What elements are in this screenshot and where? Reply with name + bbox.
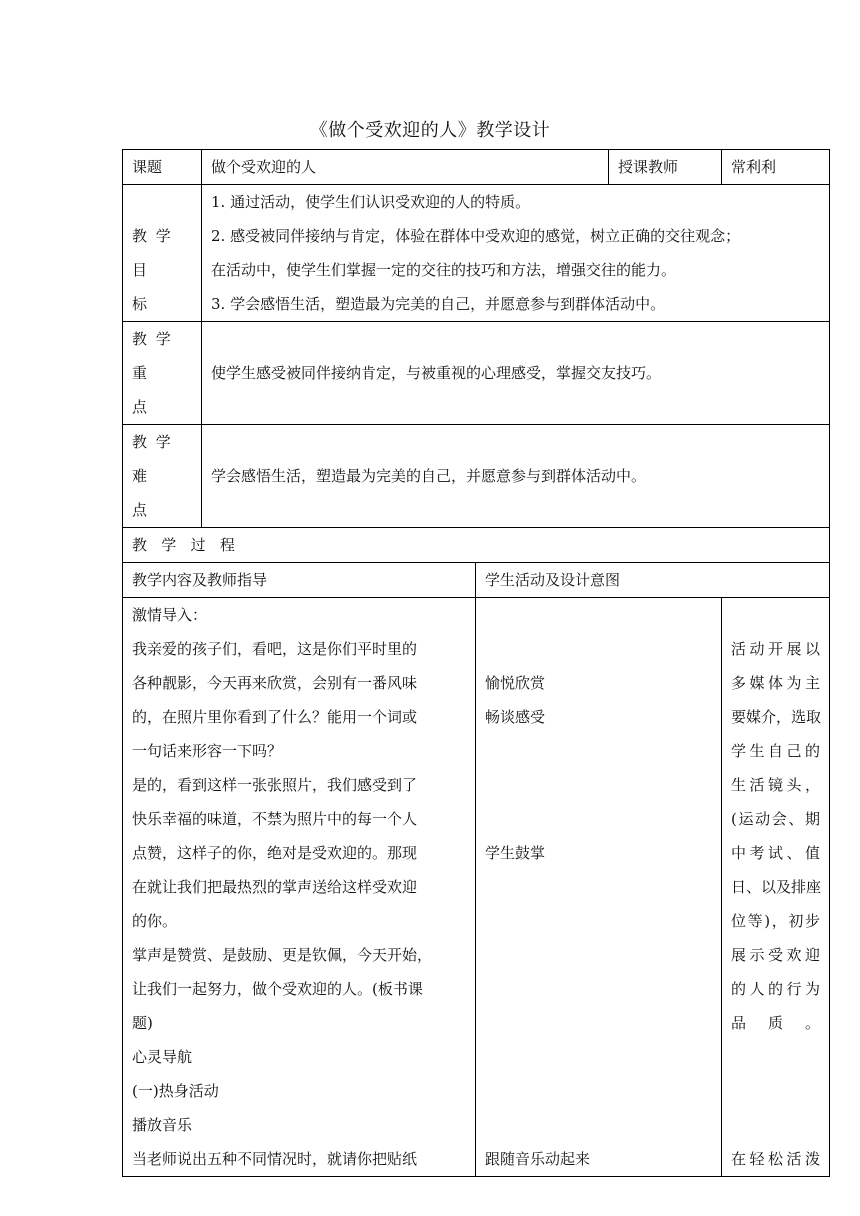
key-point-text: 使学生感受被同伴接纳肯定，与被重视的心理感受，掌握交友技巧。	[202, 322, 830, 425]
design-intent-line: 的人的行为	[731, 980, 821, 998]
student-activity-line	[485, 1006, 712, 1040]
design-intent-line: 学生自己的	[731, 742, 821, 760]
document-title: 《做个受欢迎的人》教学设计	[309, 120, 551, 141]
student-activity-line	[485, 904, 712, 938]
content-line: 各种靓影，今天再来欣赏，会别有一番风味	[132, 674, 418, 692]
objective-item: 3. 学会感悟生活，塑造最为完美的自己，并愿意参与到群体活动中。	[211, 295, 666, 313]
objectives-label: 教 学 目 标	[123, 185, 202, 322]
teaching-content-cell	[123, 598, 476, 1177]
student-activity-line	[485, 734, 712, 768]
objective-item: 1. 通过活动，使学生们认识受欢迎的人的特质。	[211, 193, 531, 211]
content-line: 我亲爱的孩子们，看吧，这是你们平时里的	[132, 640, 418, 658]
student-activity-line: 畅谈感受	[485, 708, 546, 726]
content-line: 掌声是赞赏、是鼓励、更是钦佩，今天开始，	[132, 946, 433, 964]
design-intent-line: 在轻松活泼	[731, 1150, 821, 1168]
design-intent-line	[731, 1108, 820, 1142]
content-column-header: 教学内容及教师指导	[123, 563, 476, 598]
design-intent-line: 位等)，初步	[731, 912, 821, 930]
objectives-list	[202, 185, 830, 322]
objective-item: 2. 感受被同伴接纳与肯定，体验在群体中受欢迎的感觉，树立正确的交往观念；	[211, 227, 741, 245]
student-activity-line	[485, 1040, 712, 1074]
student-column-header: 学生活动及设计意图	[476, 563, 830, 598]
student-activity-line: 跟随音乐动起来	[485, 1150, 591, 1168]
teacher-label: 授课教师	[609, 150, 722, 185]
content-line: 让我们一起努力，做个受欢迎的人。(板书课	[132, 980, 423, 998]
student-activity-line	[485, 632, 712, 666]
content-line: 的你。	[132, 912, 178, 930]
design-intent-line: 多媒体为主	[731, 674, 821, 692]
design-intent-line	[731, 1074, 820, 1108]
teacher-value: 常利利	[722, 150, 830, 185]
content-line: 一句话来形容一下吗？	[132, 742, 283, 760]
design-intent-line	[731, 1040, 820, 1074]
student-activity-line	[485, 598, 712, 632]
process-heading: 教 学 过 程	[123, 528, 830, 563]
content-line: 当老师说出五种不同情况时，就请你把贴纸	[132, 1150, 418, 1168]
topic-label: 课题	[123, 150, 202, 185]
design-intent-line: 日、以及排座	[731, 878, 822, 896]
content-line: 点赞，这样子的你，绝对是受欢迎的。那现	[132, 844, 418, 862]
content-line: 激情导入：	[132, 606, 208, 624]
difficulty-text: 学会感悟生活，塑造最为完美的自己，并愿意参与到群体活动中。	[202, 425, 830, 528]
design-intent-line	[731, 598, 820, 632]
design-intent-line: 活动开展以	[731, 640, 821, 658]
content-line: 快乐幸福的味道，不禁为照片中的每一个人	[132, 810, 418, 828]
design-intent-cell	[722, 598, 830, 1177]
student-activity-line	[485, 972, 712, 1006]
difficulty-label: 教 学 难 点	[123, 425, 202, 528]
student-activity-line: 愉悦欣赏	[485, 674, 546, 692]
student-activity-line	[485, 802, 712, 836]
objective-item: 在活动中，使学生们掌握一定的交往的技巧和方法，增强交往的能力。	[211, 261, 677, 279]
content-line: 题)	[132, 1014, 153, 1032]
design-intent-line: 中考试、值	[731, 844, 821, 862]
design-intent-line: 展示受欢迎	[731, 946, 821, 964]
content-line: 的，在照片里你看到了什么？能用一个词或	[132, 708, 418, 726]
content-line: 在就让我们把最热烈的掌声送给这样受欢迎	[132, 878, 418, 896]
key-point-label: 教 学 重 点	[123, 322, 202, 425]
student-activity-cell	[476, 598, 722, 1177]
student-activity-line	[485, 1108, 712, 1142]
design-intent-line: 生活镜头，	[731, 776, 821, 794]
student-activity-line	[485, 870, 712, 904]
content-line: 是的，看到这样一张张照片，我们感受到了	[132, 776, 418, 794]
topic-value: 做个受欢迎的人	[202, 150, 609, 185]
student-activity-line	[485, 938, 712, 972]
student-activity-line: 学生鼓掌	[485, 844, 546, 862]
content-line: 心灵导航	[132, 1048, 193, 1066]
student-activity-line	[485, 768, 712, 802]
content-line: 播放音乐	[132, 1116, 193, 1134]
student-activity-line	[485, 1074, 712, 1108]
design-intent-line: (运动会、期	[731, 810, 821, 828]
design-intent-line: 要媒介，选取	[731, 708, 822, 726]
content-line: (一)热身活动	[132, 1082, 219, 1100]
lesson-plan-table	[122, 149, 830, 1177]
design-intent-line: 品质。	[731, 1014, 821, 1032]
